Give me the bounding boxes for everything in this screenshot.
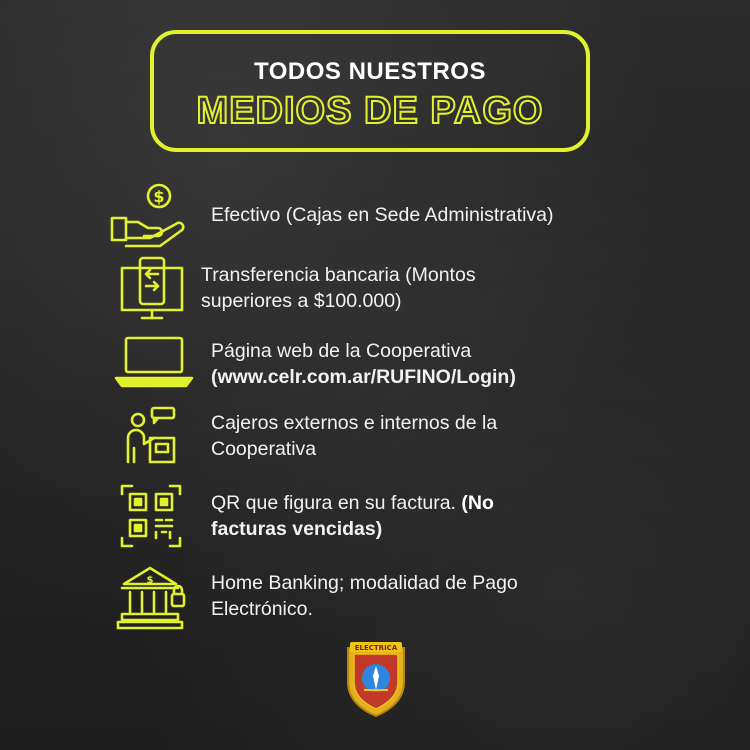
payment-item-qr-text-1: QR que figura en su factura. <box>211 492 462 514</box>
laptop-icon <box>108 334 194 404</box>
payment-item-atm-text-1: Cajeros externos e internos de la <box>211 412 498 434</box>
home-banking-icon <box>108 564 194 634</box>
payment-item-atm <box>108 406 668 476</box>
cooperative-seal-icon <box>342 638 410 718</box>
payment-item-transfer-text-1: Transferencia bancaria (Montos <box>201 264 476 286</box>
svg-text:$: $ <box>153 187 165 206</box>
svg-text:$: $ <box>146 575 154 586</box>
seal-text: ELECTRICA <box>354 644 398 652</box>
payment-item-web <box>108 334 668 404</box>
atm-icon <box>108 406 194 476</box>
payment-item-home-banking-text-2: Electrónico. <box>211 598 313 620</box>
title-box <box>150 30 590 152</box>
payment-item-home-banking <box>108 564 668 634</box>
payment-item-cash-text: Efectivo (Cajas en Sede Administrativa) <box>211 204 554 226</box>
payment-item-cash <box>108 180 668 250</box>
payment-item-qr-text-2: facturas vencidas) <box>211 518 383 540</box>
title-line-2: MEDIOS DE PAGO <box>196 90 544 132</box>
cooperative-seal-logo <box>342 638 410 718</box>
qr-code-icon <box>108 482 194 552</box>
cash-hand-icon <box>108 180 194 250</box>
title-line-1: TODOS NUESTROS <box>254 58 486 85</box>
bank-transfer-icon <box>108 256 194 326</box>
payment-item-transfer-text-2: superiores a $100.000) <box>201 290 402 312</box>
payment-item-home-banking-text-1: Home Banking; modalidad de Pago <box>211 572 518 594</box>
payment-item-qr-bold: (No <box>461 492 494 514</box>
payment-item-atm-text-2: Cooperativa <box>211 438 317 460</box>
payment-item-web-text-1: Página web de la Cooperativa <box>211 340 472 362</box>
payment-item-qr <box>108 482 668 552</box>
payment-item-transfer <box>108 256 668 326</box>
payment-item-web-url: (www.celr.com.ar/RUFINO/Login) <box>211 366 516 388</box>
